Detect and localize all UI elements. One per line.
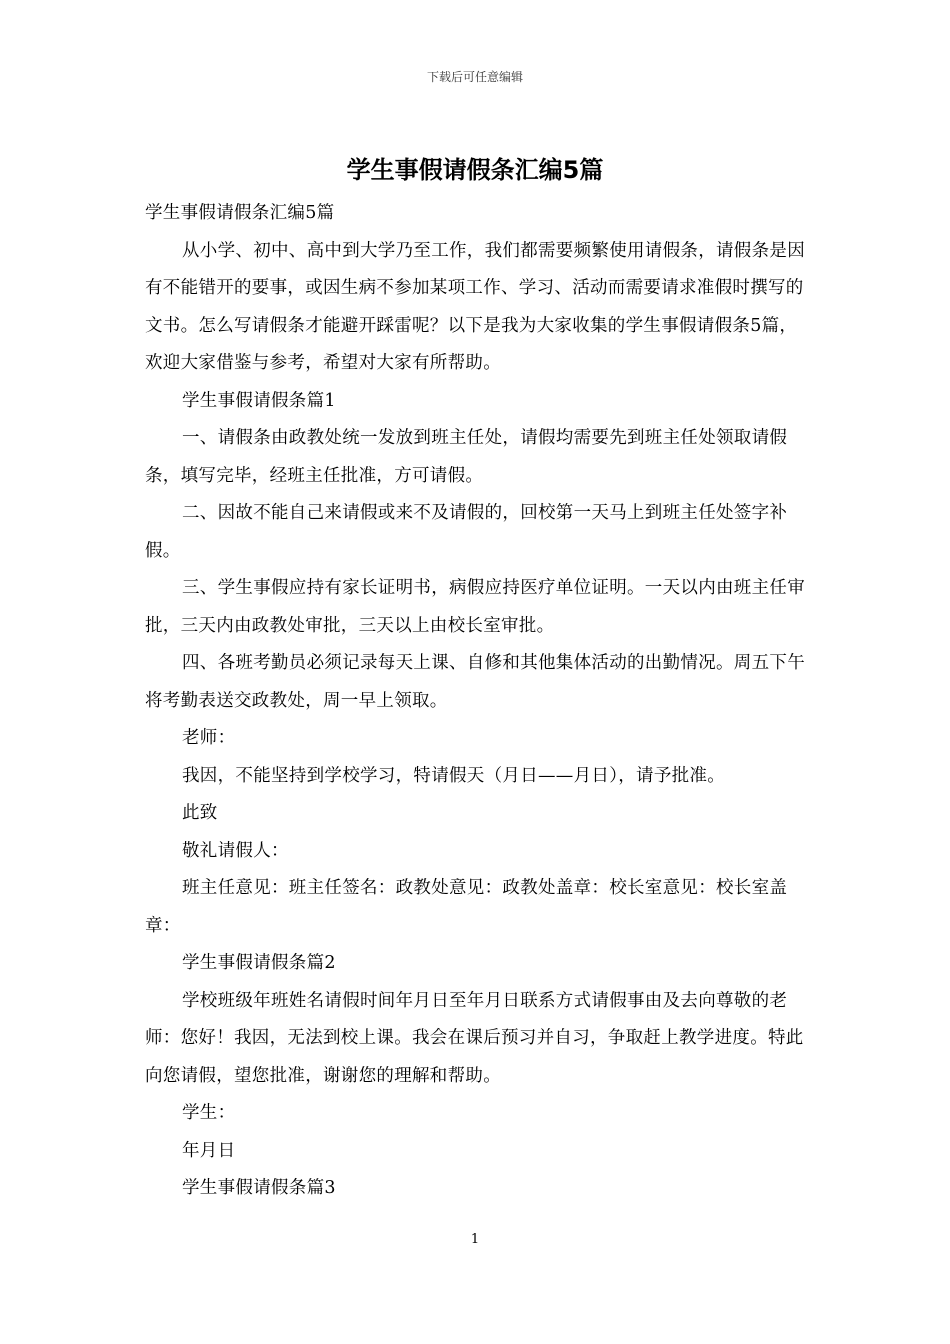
paragraph: 二、因故不能自己来请假或来不及请假的，回校第一天马上到班主任处签字补假。	[145, 503, 788, 561]
paragraph: 学生事假请假条汇编5篇	[145, 203, 335, 223]
paragraph: 学生：	[182, 1103, 236, 1123]
paragraph: 老师：	[182, 728, 236, 748]
paragraph: 敬礼请假人：	[182, 840, 289, 861]
page-header-note: 下载后可任意编辑	[426, 70, 523, 84]
paragraph: 三、学生事假应持有家长证明书，病假应持医疗单位证明。一天以内由班主任审批，三天内由政教处审批，三天以上由校长室审批。	[145, 578, 805, 636]
paragraph: 我因，不能坚持到学校学习，特请假天（月日——月日），请予批准。	[182, 765, 726, 786]
paragraph: 从小学、初中、高中到大学乃至工作，我们都需要频繁使用请假条，请假条是因有不能错开的要事，或因生病不参加某项工作、学习、活动而需要请求准假时撰写的文书。怎么写请假条才能避开踩雷呢？以下是我为大家收集的学生事假请假条5篇，欢迎大家借鉴与参考，希望对大家有所帮助。	[145, 240, 805, 373]
paragraph: 四、各班考勤员必须记录每天上课、自修和其他集体活动的出勤情况。周五下午将考勤表送交政教处，周一早上领取。	[145, 653, 805, 711]
paragraph: 班主任意见：班主任签名：政教处意见：政教处盖章：校长室意见：校长室盖章：	[145, 878, 788, 936]
paragraph: 年月日	[182, 1140, 236, 1161]
paragraph: 学校班级年班姓名请假时间年月日至年月日联系方式请假事由及去向尊敬的老师：您好！我因，无法到校上课。我会在课后预习并自习，争取赶上教学进度。特此向您请假，望您批准，谢谢您的理解和帮助。	[145, 990, 804, 1086]
section-heading: 学生事假请假条篇1	[182, 390, 336, 411]
document-title: 学生事假请假条汇编5篇	[346, 156, 604, 184]
document-body	[145, 195, 810, 1208]
page-number: 1	[470, 1232, 480, 1247]
section-heading: 学生事假请假条篇3	[182, 1178, 336, 1198]
paragraph: 一、请假条由政教处统一发放到班主任处，请假均需要先到班主任处领取请假条，填写完毕，经班主任批准，方可请假。	[145, 428, 788, 486]
section-heading: 学生事假请假条篇2	[182, 953, 336, 973]
paragraph: 此致	[182, 803, 218, 823]
